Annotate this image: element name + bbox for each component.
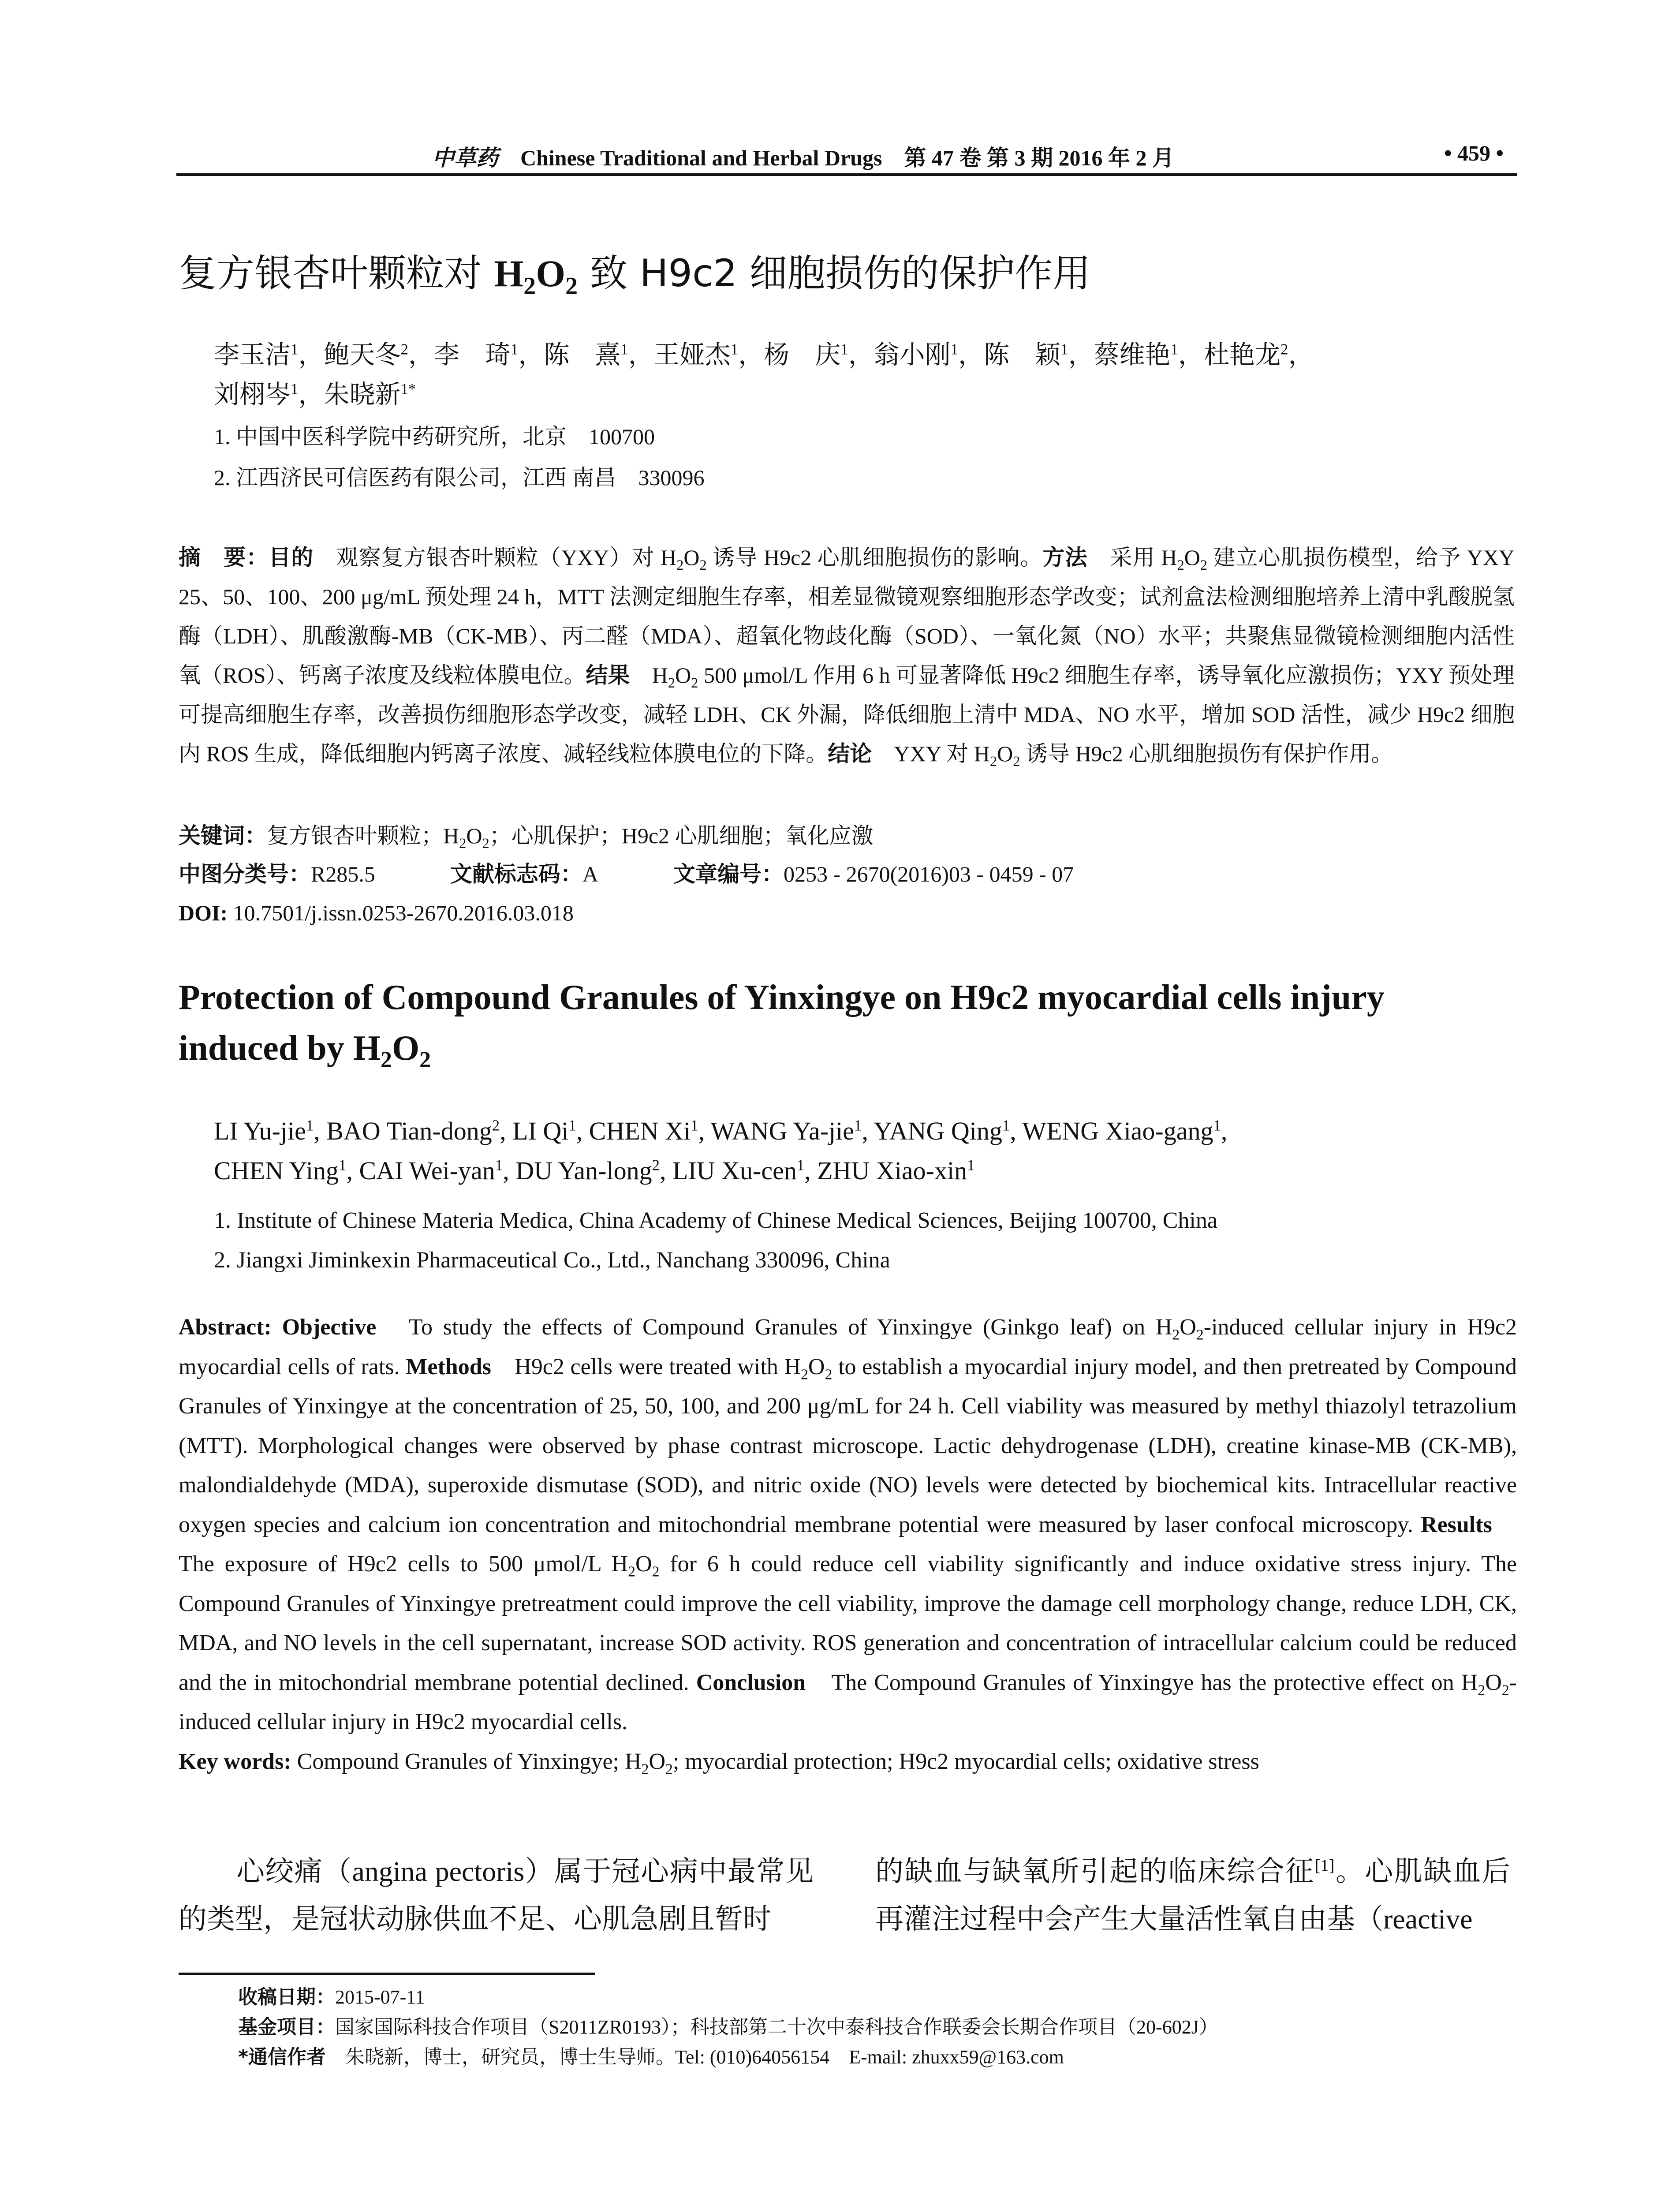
author-name: 翁小刚 (874, 340, 951, 369)
author-affiliation-mark: 2 (492, 1117, 500, 1134)
author-separator: , (1221, 1117, 1228, 1145)
journal-issue: 第 47 卷 第 3 期 2016 年 2 月 (904, 146, 1174, 170)
author-affiliation-mark: 1 (495, 1156, 503, 1174)
author-separator: ， (518, 340, 544, 369)
author-name: 杨 庆 (764, 340, 841, 369)
author-name: BAO Tian-dong (326, 1117, 492, 1145)
author-name: CHEN Xi (589, 1117, 691, 1145)
author-name: YANG Qing (874, 1117, 1002, 1145)
author-affiliation-mark: 1 (1002, 1117, 1010, 1134)
page-number: • 459 • (1444, 141, 1504, 165)
h2o2-formula: $H_2O_2$ (494, 252, 578, 300)
author-affiliation-mark: 1 (796, 1156, 805, 1174)
author-affiliation-mark: 1 (840, 340, 848, 358)
footnote-rule (179, 1973, 595, 1975)
en-authors (214, 1111, 1519, 1191)
footnotes (238, 1982, 1517, 2072)
author-affiliation-mark: 1 (510, 340, 519, 358)
author-affiliation-mark: 2 (1280, 340, 1288, 358)
author-name: WENG Xiao-gang (1022, 1117, 1213, 1145)
author-affiliation-mark: 1 (967, 1156, 975, 1174)
author-name: 鲍天冬 (324, 340, 401, 369)
author-affiliation-mark: 1 (306, 1117, 314, 1134)
author-name: 陈 颖 (984, 340, 1061, 369)
author-affiliation-mark: 1 (291, 380, 299, 398)
en-title: Protection of Compound Granules of Yinxingye on H9c2 myocardial cells injury induced by $H_2O_2$ (179, 978, 1385, 1073)
journal-en-name: Chinese Traditional and Herbal Drugs (520, 146, 882, 170)
cn-authors (214, 335, 1519, 415)
cn-keywords: 关键词：复方银杏叶颗粒；$H_2O_2$；心肌保护；H9c2 心肌细胞；氧化应激 (179, 823, 874, 852)
cn-classification: 中图分类号：R285.5 文献标志码：A 文章编号：0253 - 2670(2016)03 - 0459 - 07 (179, 861, 1074, 887)
en-authors-line-2 (214, 1151, 1519, 1191)
author-separator: ， (1288, 340, 1314, 369)
citation-ref[interactable]: [1] (1314, 1856, 1335, 1875)
author-affiliation-mark: 1 (620, 340, 628, 358)
fund-info: 基金项目：国家国际科技合作项目（S2011ZR0193）；科技部第二十次中泰科技合作联委会长期合作项目（20-602J） (238, 2016, 1218, 2038)
author-name: LI Qi (512, 1117, 569, 1145)
author-separator: ， (628, 340, 654, 369)
cn-title-part-b: 致 H9c2 细胞损伤的保护作用 (578, 251, 1091, 295)
author-separator: , (1010, 1117, 1023, 1145)
author-name: 朱晓新 (324, 380, 401, 409)
body-column-right: 的缺血与缺氧所引起的临床综合征[1]。心肌缺血后再灌注过程中会产生大量活性氧自由基（reactive (875, 1856, 1511, 1935)
en-abstract: Abstract: Objective To study the effects of Compound Granules of Yinxingye (Ginkgo leaf) on $H_2O_2$-induced cellular injury in H9c2 myocardial cells of rats. Methods H9c2 cells were treated with $H_2O_2$ to establish a myocardial injury model, and then pretreated by Compound Granules of Yinxingye at the concentration of 25, 50, 100, and 200 μg/mL for 24 h. Cell viability was measured by methyl thiazolyl tetrazolium (MTT). Morphological changes were observed by phase contrast microscope. Lactic dehydrogenase (LDH), creatine kinase-MB (CK-MB), malondialdehyde (MDA), superoxide dismutase (SOD), and nitric oxide (NO) levels were detected by biochemical kits. Intracellular reactive oxygen species and calcium ion concentration and mitochondrial membrane potential were measured by laser confocal microscopy. Results The exposure of H9c2 cells to 500 μmol/L $H_2O_2$ for 6 h could reduce cell viability significantly and induce oxidative stress injury. The Compound Granules of Yinxingye pretreatment could improve the cell viability, improve the damage cell morphology change, reduce LDH, CK, MDA, and NO levels in the cell supernatant, increase SOD activity. ROS generation and concentration of intracellular calcium could be reduced and the in mitochondrial membrane potential declined. Conclusion The Compound Granules of Yinxingye has the protective effect on $H_2O_2$-induced cellular injury in H9c2 myocardial cells. Key words: Compound Granules of Yinxingye; $H_2O_2$; myocardial protection; H9c2 myocardial cells; oxidative stress (179, 1308, 1517, 1781)
header-rule (176, 173, 1517, 176)
author-separator: , (346, 1156, 359, 1185)
cn-affiliation-2: 2. 江西济民可信医药有限公司，江西 南昌 330096 (214, 465, 705, 490)
received-date: 收稿日期：2015-07-11 (238, 1986, 425, 2008)
author-name: 杜艳龙 (1203, 340, 1281, 369)
author-name: 李 琦 (433, 340, 511, 369)
author-affiliation-mark: 1 (1060, 340, 1068, 358)
journal-cn-logo: 中草药 (432, 146, 498, 170)
author-affiliation-mark: 1 (291, 340, 299, 358)
en-affiliation-2: 2. Jiangxi Jiminkexin Pharmaceutical Co., Ltd., Nanchang 330096, China (214, 1248, 890, 1273)
author-name: LI Yu-jie (214, 1117, 306, 1145)
author-separator: , (862, 1117, 874, 1145)
author-separator: ， (408, 340, 434, 369)
author-separator: ， (1178, 340, 1204, 369)
en-affiliation-1: 1. Institute of Chinese Materia Medica, China Academy of Chinese Medical Sciences, Beijing 100700, China (214, 1208, 1217, 1233)
author-affiliation-mark: 1 (854, 1117, 862, 1134)
author-separator: , (500, 1117, 513, 1145)
author-affiliation-mark: 1 (950, 340, 959, 358)
author-name: 刘栩岑 (214, 380, 291, 409)
author-separator: , (660, 1156, 672, 1185)
en-authors-line-1 (214, 1111, 1519, 1151)
author-affiliation-mark: 2 (400, 340, 408, 358)
author-separator: ， (298, 380, 324, 409)
author-affiliation-mark: 2 (652, 1156, 660, 1174)
author-separator: ， (738, 340, 764, 369)
author-name: 蔡维艳 (1094, 340, 1171, 369)
cn-affiliation-1: 1. 中国中医科学院中药研究所，北京 100700 (214, 424, 655, 449)
author-separator: , (804, 1156, 818, 1185)
author-name: ZHU Xiao-xin (817, 1156, 967, 1185)
author-separator: , (698, 1117, 711, 1145)
author-separator: ， (848, 340, 874, 369)
author-name: DU Yan-long (515, 1156, 652, 1185)
author-affiliation-mark: 1 (1213, 1117, 1221, 1134)
author-affiliation-mark: 1 (691, 1117, 698, 1134)
cn-abstract: 摘 要：目的 观察复方银杏叶颗粒（YXY）对 $H_2O_2$ 诱导 H9c2 心肌细胞损伤的影响。方法 采用 $H_2O_2$ 建立心肌损伤模型，给予 YXY 25、50、100、200 μg/mL 预处理 24 h，MTT 法测定细胞生存率，相差显微镜观察细胞形态学改变；试剂盒法检测细胞培养上清中乳酸脱氢酶（LDH）、肌酸激酶-MB（CK-MB）、丙二醛（MDA）、超氧化物歧化酶（SOD）、一氧化氮（NO）水平；共聚焦显微镜检测细胞内活性氧（ROS）、钙离子浓度及线粒体膜电位。结果 $H_2O_2$ 500 μmol/L 作用 6 h 可显著降低 H9c2 细胞生存率，诱导氧化应激损伤；YXY 预处理可提高细胞生存率，改善损伤细胞形态学改变，减轻 LDH、CK 外漏，降低细胞上清中 MDA、NO 水平，增加 SOD 活性，减少 H9c2 细胞内 ROS 生成，降低细胞内钙离子浓度、减轻线粒体膜电位的下降。结论 YXY 对 $H_2O_2$ 诱导 H9c2 心肌细胞损伤有保护作用。 (179, 545, 1515, 770)
author-separator: , (314, 1117, 327, 1145)
author-separator: ， (958, 340, 984, 369)
author-affiliation-mark: 1 (1170, 340, 1178, 358)
cn-authors-line-2 (214, 375, 1519, 415)
doi: DOI: 10.7501/j.issn.0253-2670.2016.03.018 (179, 901, 574, 925)
corresponding-author: *通信作者 朱晓新，博士，研究员，博士生导师。Tel: (010)64056154 E-mail: zhuxx59@163.com (238, 2046, 1064, 2068)
author-name: 陈 熹 (544, 340, 621, 369)
author-affiliation-mark: 1* (400, 380, 416, 398)
author-name: WANG Ya-jie (710, 1117, 854, 1145)
body-column-left: 心绞痛（angina pectoris）属于冠心病中最常见的类型，是冠状动脉供血不足、心肌急剧且暂时 (179, 1856, 814, 1935)
author-name: 李玉洁 (214, 340, 291, 369)
journal-line (432, 140, 1174, 172)
author-separator: , (503, 1156, 516, 1185)
cn-title (179, 249, 1501, 298)
author-name: 王娅杰 (653, 340, 731, 369)
cn-authors-line-1 (214, 335, 1519, 375)
author-name: CAI Wei-yan (359, 1156, 495, 1185)
author-name: CHEN Ying (214, 1156, 339, 1185)
author-affiliation-mark: 1 (339, 1156, 347, 1174)
author-separator: ， (1068, 340, 1094, 369)
author-affiliation-mark: 1 (730, 340, 739, 358)
running-header (176, 140, 1517, 176)
author-name: LIU Xu-cen (672, 1156, 797, 1185)
en-keywords: Key words: Compound Granules of Yinxingye; $H_2O_2$; myocardial protection; H9c2 myocardial cells; oxidative stress (179, 1749, 1259, 1777)
author-separator: ， (298, 340, 324, 369)
author-separator: , (576, 1117, 589, 1145)
author-affiliation-mark: 1 (568, 1117, 576, 1134)
cn-title-part-a: 复方银杏叶颗粒对 (179, 251, 494, 295)
